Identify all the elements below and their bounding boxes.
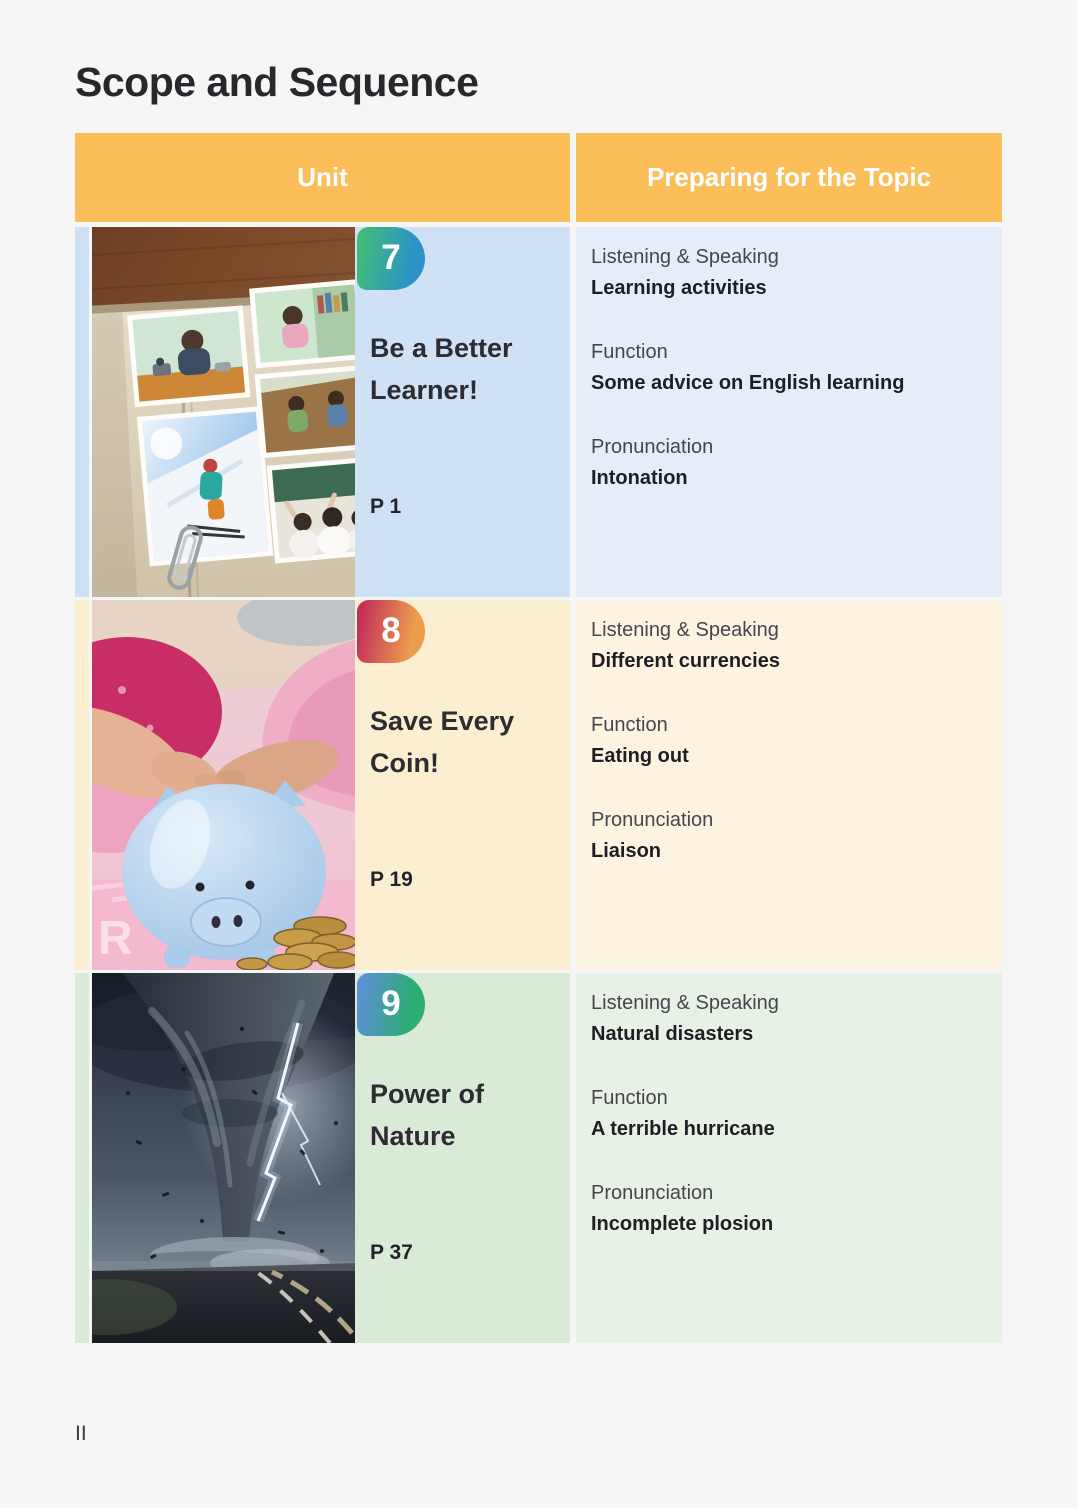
unit-title-cell: [355, 973, 570, 1343]
topic-value: Natural disasters: [591, 1023, 754, 1045]
topic-value: A terrible hurricane: [591, 1118, 775, 1140]
unit-number-badge: 7: [357, 227, 425, 290]
topic-label: Listening & Speaking: [591, 246, 779, 268]
table-header-row: [75, 133, 1002, 222]
page-title: Scope and Sequence: [75, 59, 479, 105]
unit-title: Power of Nature: [370, 1079, 485, 1151]
unit-title: Be a Better Learner!: [370, 333, 513, 405]
topic-value: Some advice on English learning: [591, 372, 905, 394]
topic-label: Listening & Speaking: [591, 619, 779, 641]
unit-row-9: [75, 973, 1002, 1343]
unit-page-ref: P 1: [370, 495, 402, 518]
row-accent-strip: [75, 973, 89, 1343]
unit-9-photo: [92, 973, 355, 1343]
row-accent-strip: [75, 600, 89, 970]
topic-value: Eating out: [591, 745, 689, 767]
page-number: II: [75, 1422, 87, 1445]
topic-label: Listening & Speaking: [591, 992, 779, 1014]
unit-title: Save Every Coin!: [370, 706, 515, 778]
topic-label: Pronunciation: [591, 1182, 714, 1204]
topic-label: Pronunciation: [591, 809, 714, 831]
topic-label: Function: [591, 1087, 668, 1109]
unit-page-ref: P 37: [370, 1241, 413, 1264]
unit-topic-cell: [576, 973, 1002, 1343]
unit-7-photo: [92, 227, 355, 597]
unit-title-cell: [355, 600, 570, 970]
row-accent-strip: [75, 227, 89, 597]
unit-row-8: [75, 600, 1002, 970]
unit-topic-cell: [576, 600, 1002, 970]
unit-page-ref: P 19: [370, 868, 413, 891]
topic-value: Incomplete plosion: [591, 1213, 774, 1235]
column-header-preparing-for-the-topic: Preparing for the Topic: [576, 133, 1002, 222]
topic-label: Function: [591, 714, 668, 736]
topic-label: Function: [591, 341, 668, 363]
topic-value: Liaison: [591, 840, 662, 862]
unit-topic-cell: [576, 227, 1002, 597]
topic-label: Pronunciation: [591, 436, 714, 458]
scope-and-sequence-table: [75, 133, 1002, 1343]
unit-number-badge: 9: [357, 973, 425, 1036]
unit-8-photo: [92, 600, 355, 970]
topic-value: Intonation: [591, 467, 688, 489]
unit-row-7: [75, 227, 1002, 597]
topic-value: Learning activities: [591, 277, 767, 299]
blanket-letter: R: [98, 912, 133, 965]
column-header-unit: Unit: [75, 133, 570, 222]
unit-number-badge: 8: [357, 600, 425, 663]
unit-title-cell: [355, 227, 570, 597]
topic-value: Different currencies: [591, 650, 780, 672]
